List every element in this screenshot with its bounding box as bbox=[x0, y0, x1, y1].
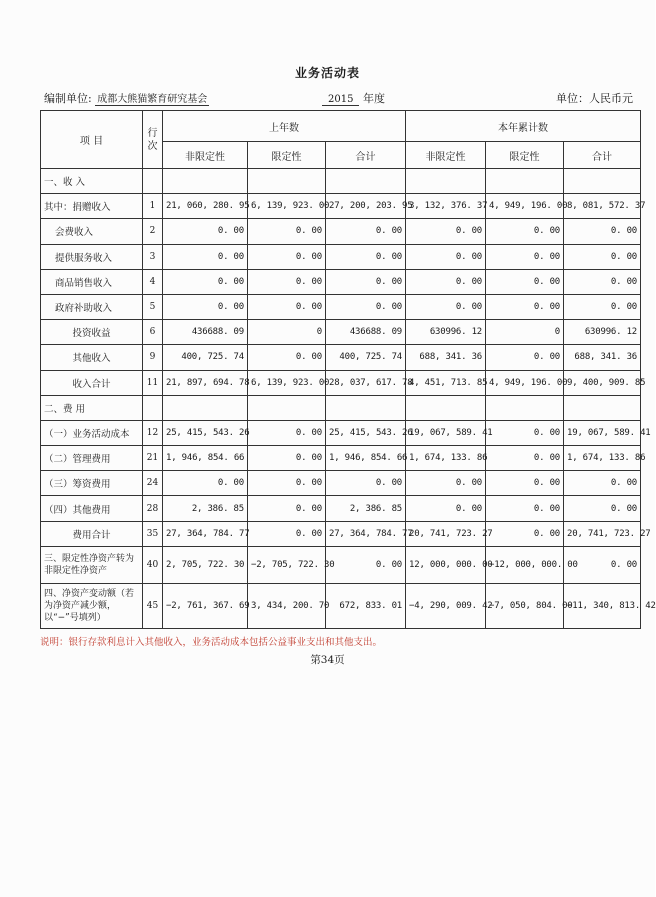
prev-restricted-cell: 0 bbox=[248, 320, 326, 345]
line-number-cell: 3 bbox=[143, 244, 163, 269]
prev-unrestricted-cell: −2, 761, 367. 69 bbox=[163, 583, 248, 628]
report-title: 业务活动表 bbox=[294, 66, 360, 80]
prev-total-cell: 27, 200, 203. 95 bbox=[326, 194, 406, 219]
activity-statement-table bbox=[40, 110, 656, 629]
cur-total-cell bbox=[564, 169, 641, 194]
prev-total-cell: 0. 00 bbox=[326, 244, 406, 269]
cur-unrestricted-cell: 0. 00 bbox=[406, 294, 486, 319]
organization-line bbox=[44, 90, 209, 106]
cur-restricted-cell bbox=[486, 169, 564, 194]
table-row bbox=[41, 395, 641, 420]
item-cell: 其他收入 bbox=[41, 345, 143, 370]
prev-total-cell bbox=[326, 169, 406, 194]
cur-unrestricted-cell: 0. 00 bbox=[406, 269, 486, 294]
cur-unrestricted-cell: 1, 674, 133. 86 bbox=[406, 446, 486, 471]
page-number: 第34页 bbox=[310, 654, 345, 666]
table-row bbox=[41, 420, 641, 445]
line-number-cell: 12 bbox=[143, 420, 163, 445]
cur-total-cell: 8, 081, 572. 37 bbox=[564, 194, 641, 219]
prev-restricted-cell: 0. 00 bbox=[248, 521, 326, 546]
header-cur-total: 合计 bbox=[564, 142, 641, 169]
cur-unrestricted-cell: 688, 341. 36 bbox=[406, 345, 486, 370]
item-cell: 会费收入 bbox=[41, 219, 143, 244]
table-row bbox=[41, 496, 641, 521]
cur-restricted-cell: 4, 949, 196. 00 bbox=[486, 194, 564, 219]
line-number-cell: 9 bbox=[143, 345, 163, 370]
cur-unrestricted-cell: 12, 000, 000. 00 bbox=[406, 546, 486, 583]
prev-restricted-cell: 0. 00 bbox=[248, 219, 326, 244]
line-number-cell: 11 bbox=[143, 370, 163, 395]
prev-unrestricted-cell: 0. 00 bbox=[163, 269, 248, 294]
cur-total-cell: 0. 00 bbox=[564, 219, 641, 244]
cur-unrestricted-cell: 0. 00 bbox=[406, 471, 486, 496]
prev-unrestricted-cell: 2, 705, 722. 30 bbox=[163, 546, 248, 583]
table-row bbox=[41, 471, 641, 496]
cur-total-cell: 9, 400, 909. 85 bbox=[564, 370, 641, 395]
cur-unrestricted-cell: 4, 451, 713. 85 bbox=[406, 370, 486, 395]
cur-unrestricted-cell: 630996. 12 bbox=[406, 320, 486, 345]
cur-restricted-cell: 0 bbox=[486, 320, 564, 345]
line-number-cell bbox=[143, 169, 163, 194]
table-row bbox=[41, 546, 641, 583]
line-number-cell: 45 bbox=[143, 583, 163, 628]
line-number-cell: 40 bbox=[143, 546, 163, 583]
cur-restricted-cell: 0. 00 bbox=[486, 521, 564, 546]
header-prev-year: 上年数 bbox=[163, 111, 406, 142]
table-row bbox=[41, 219, 641, 244]
cur-total-cell: 0. 00 bbox=[564, 294, 641, 319]
item-cell: 一、收 入 bbox=[41, 169, 143, 194]
cur-total-cell: 20, 741, 723. 27 bbox=[564, 521, 641, 546]
cur-total-cell: 0. 00 bbox=[564, 496, 641, 521]
prev-restricted-cell: 0. 00 bbox=[248, 269, 326, 294]
header-current-year: 本年累计数 bbox=[406, 111, 641, 142]
prev-total-cell: 0. 00 bbox=[326, 219, 406, 244]
prev-unrestricted-cell: 436688. 09 bbox=[163, 320, 248, 345]
prev-total-cell: 400, 725. 74 bbox=[326, 345, 406, 370]
line-number-cell: 21 bbox=[143, 446, 163, 471]
prev-total-cell: 28, 037, 617. 78 bbox=[326, 370, 406, 395]
header-cur-restricted: 限定性 bbox=[486, 142, 564, 169]
cur-total-cell: 1, 674, 133. 86 bbox=[564, 446, 641, 471]
prev-total-cell: 0. 00 bbox=[326, 294, 406, 319]
table-row bbox=[41, 521, 641, 546]
cur-unrestricted-cell: 0. 00 bbox=[406, 244, 486, 269]
prev-total-cell: 0. 00 bbox=[326, 471, 406, 496]
cur-restricted-cell: −12, 000, 000. 00 bbox=[486, 546, 564, 583]
item-cell: （二）管理费用 bbox=[41, 446, 143, 471]
prev-total-cell: 436688. 09 bbox=[326, 320, 406, 345]
prev-restricted-cell: 6, 139, 923. 00 bbox=[248, 194, 326, 219]
prev-restricted-cell: 0. 00 bbox=[248, 420, 326, 445]
prev-unrestricted-cell: 2, 386. 85 bbox=[163, 496, 248, 521]
prev-total-cell: 0. 00 bbox=[326, 269, 406, 294]
item-cell: 二、费 用 bbox=[41, 395, 143, 420]
prev-unrestricted-cell: 27, 364, 784. 77 bbox=[163, 521, 248, 546]
organization-name: 成都大熊猫繁育研究基会 bbox=[97, 94, 208, 105]
prev-unrestricted-cell: 0. 00 bbox=[163, 244, 248, 269]
table-row bbox=[41, 294, 641, 319]
cur-restricted-cell bbox=[486, 395, 564, 420]
footnote: 说明：银行存款利息计入其他收入，业务活动成本包括公益事业支出和其他支出。 bbox=[40, 637, 383, 648]
cur-total-cell: 630996. 12 bbox=[564, 320, 641, 345]
cur-unrestricted-cell bbox=[406, 169, 486, 194]
cur-restricted-cell: 0. 00 bbox=[486, 471, 564, 496]
table-row bbox=[41, 370, 641, 395]
table-row bbox=[41, 446, 641, 471]
line-number-cell: 4 bbox=[143, 269, 163, 294]
prev-total-cell: 25, 415, 543. 26 bbox=[326, 420, 406, 445]
table-row bbox=[41, 169, 641, 194]
cur-restricted-cell: 0. 00 bbox=[486, 219, 564, 244]
cur-total-cell: 0. 00 bbox=[564, 244, 641, 269]
cur-restricted-cell: 0. 00 bbox=[486, 446, 564, 471]
prev-restricted-cell: 0. 00 bbox=[248, 294, 326, 319]
header-line: 行次 bbox=[143, 111, 163, 169]
line-number-cell: 2 bbox=[143, 219, 163, 244]
prev-unrestricted-cell: 0. 00 bbox=[163, 294, 248, 319]
prev-unrestricted-cell: 21, 897, 694. 78 bbox=[163, 370, 248, 395]
line-number-cell: 5 bbox=[143, 294, 163, 319]
cur-total-cell: 0. 00 bbox=[564, 269, 641, 294]
item-cell: 三、限定性净资产转为非限定性净资产 bbox=[41, 546, 143, 583]
prev-total-cell: 672, 833. 01 bbox=[326, 583, 406, 628]
item-cell: （四）其他费用 bbox=[41, 496, 143, 521]
table-row bbox=[41, 583, 641, 628]
prev-unrestricted-cell: 1, 946, 854. 66 bbox=[163, 446, 248, 471]
prev-total-cell bbox=[326, 395, 406, 420]
item-cell: （一）业务活动成本 bbox=[41, 420, 143, 445]
header-item: 项 目 bbox=[41, 111, 143, 169]
report-year bbox=[322, 90, 385, 106]
header-cur-unrestricted: 非限定性 bbox=[406, 142, 486, 169]
prev-total-cell: 0. 00 bbox=[326, 546, 406, 583]
cur-restricted-cell: 4, 949, 196. 00 bbox=[486, 370, 564, 395]
prev-restricted-cell: −2, 705, 722. 30 bbox=[248, 546, 326, 583]
line-number-cell: 6 bbox=[143, 320, 163, 345]
cur-restricted-cell: 0. 00 bbox=[486, 345, 564, 370]
header-prev-total: 合计 bbox=[326, 142, 406, 169]
cur-unrestricted-cell: 3, 132, 376. 37 bbox=[406, 194, 486, 219]
organization-label: 编制单位: bbox=[44, 92, 92, 105]
line-number-cell: 24 bbox=[143, 471, 163, 496]
header-prev-restricted: 限定性 bbox=[248, 142, 326, 169]
cur-unrestricted-cell bbox=[406, 395, 486, 420]
cur-total-cell: 0. 00 bbox=[564, 546, 641, 583]
prev-unrestricted-cell: 0. 00 bbox=[163, 219, 248, 244]
year-value: 2015 bbox=[322, 94, 359, 106]
prev-total-cell: 1, 946, 854. 66 bbox=[326, 446, 406, 471]
item-cell: 投资收益 bbox=[41, 320, 143, 345]
table-row bbox=[41, 194, 641, 219]
prev-unrestricted-cell: 25, 415, 543. 26 bbox=[163, 420, 248, 445]
cur-total-cell: 0. 00 bbox=[564, 471, 641, 496]
prev-restricted-cell bbox=[248, 169, 326, 194]
prev-restricted-cell: 0. 00 bbox=[248, 345, 326, 370]
prev-restricted-cell: 3, 434, 200. 70 bbox=[248, 583, 326, 628]
line-number-cell: 28 bbox=[143, 496, 163, 521]
cur-restricted-cell: 0. 00 bbox=[486, 294, 564, 319]
cur-unrestricted-cell: 0. 00 bbox=[406, 219, 486, 244]
cur-restricted-cell: 0. 00 bbox=[486, 269, 564, 294]
cur-unrestricted-cell: 19, 067, 589. 41 bbox=[406, 420, 486, 445]
item-cell: 收入合计 bbox=[41, 370, 143, 395]
line-number-cell: 1 bbox=[143, 194, 163, 219]
currency-unit: 单位：人民币元 bbox=[556, 92, 633, 105]
cur-unrestricted-cell: −4, 290, 009. 42 bbox=[406, 583, 486, 628]
table-row bbox=[41, 345, 641, 370]
cur-total-cell: 688, 341. 36 bbox=[564, 345, 641, 370]
cur-restricted-cell: 0. 00 bbox=[486, 420, 564, 445]
header-prev-unrestricted: 非限定性 bbox=[163, 142, 248, 169]
prev-total-cell: 2, 386. 85 bbox=[326, 496, 406, 521]
header-row-1 bbox=[41, 111, 641, 142]
prev-restricted-cell: 0. 00 bbox=[248, 244, 326, 269]
prev-restricted-cell: 0. 00 bbox=[248, 446, 326, 471]
prev-restricted-cell: 0. 00 bbox=[248, 471, 326, 496]
item-cell: 提供服务收入 bbox=[41, 244, 143, 269]
prev-unrestricted-cell: 21, 060, 280. 95 bbox=[163, 194, 248, 219]
prev-unrestricted-cell: 400, 725. 74 bbox=[163, 345, 248, 370]
table-row bbox=[41, 244, 641, 269]
cur-total-cell: 19, 067, 589. 41 bbox=[564, 420, 641, 445]
cur-unrestricted-cell: 0. 00 bbox=[406, 496, 486, 521]
prev-restricted-cell: 0. 00 bbox=[248, 496, 326, 521]
cur-restricted-cell: −7, 050, 804. 00 bbox=[486, 583, 564, 628]
item-cell: 其中：捐赠收入 bbox=[41, 194, 143, 219]
prev-restricted-cell bbox=[248, 395, 326, 420]
line-number-cell: 35 bbox=[143, 521, 163, 546]
item-cell: 费用合计 bbox=[41, 521, 143, 546]
year-suffix: 年度 bbox=[362, 92, 385, 105]
table-row bbox=[41, 269, 641, 294]
item-cell: 商品销售收入 bbox=[41, 269, 143, 294]
item-cell: 四、净资产变动额（若为净资产减少额，以“−”号填列） bbox=[41, 583, 143, 628]
prev-total-cell: 27, 364, 784. 77 bbox=[326, 521, 406, 546]
table-row bbox=[41, 320, 641, 345]
item-cell: （三）筹资费用 bbox=[41, 471, 143, 496]
cur-unrestricted-cell: 20, 741, 723. 27 bbox=[406, 521, 486, 546]
item-cell: 政府补助收入 bbox=[41, 294, 143, 319]
cur-total-cell: −11, 340, 813. 42 bbox=[564, 583, 641, 628]
prev-unrestricted-cell bbox=[163, 169, 248, 194]
line-number-cell bbox=[143, 395, 163, 420]
cur-restricted-cell: 0. 00 bbox=[486, 496, 564, 521]
cur-restricted-cell: 0. 00 bbox=[486, 244, 564, 269]
cur-total-cell bbox=[564, 395, 641, 420]
prev-unrestricted-cell: 0. 00 bbox=[163, 471, 248, 496]
prev-unrestricted-cell bbox=[163, 395, 248, 420]
prev-restricted-cell: 6, 139, 923. 00 bbox=[248, 370, 326, 395]
